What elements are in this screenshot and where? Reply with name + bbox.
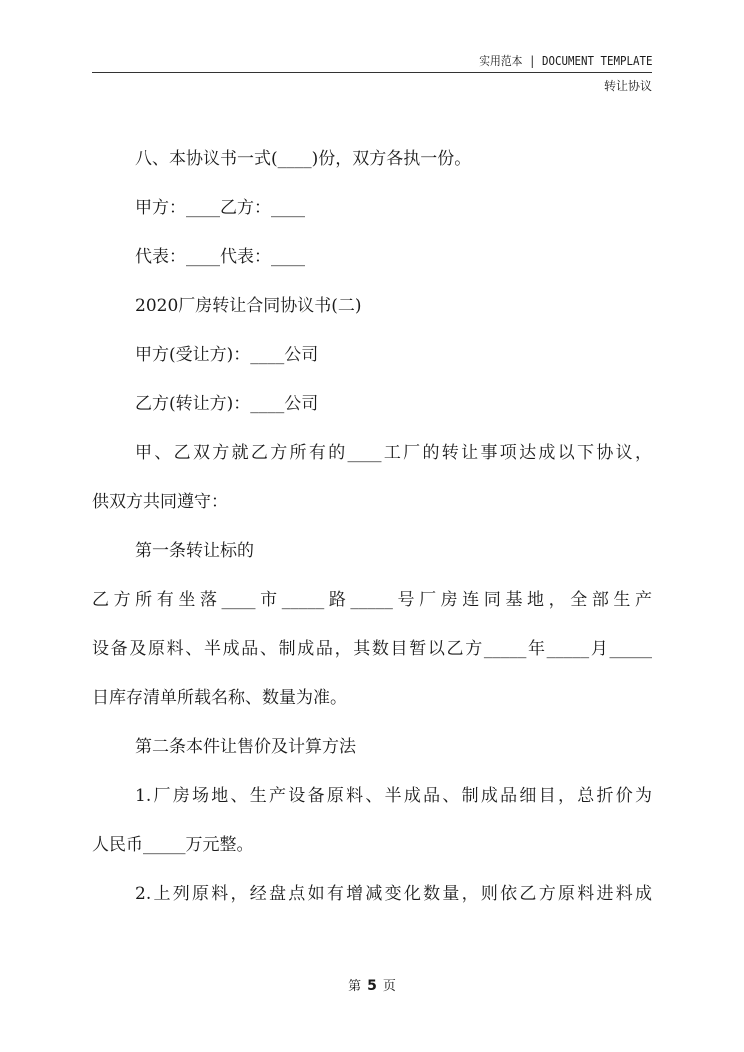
article-heading: 第二条本件让售价及计算方法: [135, 737, 356, 757]
page-footer: [0, 975, 744, 994]
paragraph: 甲方：____乙方：____: [135, 198, 305, 218]
paragraph: 乙方(转让方)：____公司: [135, 394, 319, 414]
paragraph: 八、本协议书一式(____)份，双方各执一份。: [135, 149, 472, 169]
paragraph: 1.厂房场地、生产设备原料、半成品、制成品细目，总折价为: [135, 786, 652, 806]
header-divider: [92, 72, 652, 73]
footer-suffix: 页: [382, 979, 396, 994]
section-title: 2020厂房转让合同协议书(二): [135, 296, 362, 316]
paragraph: 供双方共同遵守：: [92, 492, 228, 512]
paragraph: 甲、乙双方就乙方所有的____工厂的转让事项达成以下协议，: [135, 443, 652, 463]
paragraph: 日库存清单所载名称、数量为准。: [92, 688, 347, 708]
paragraph: 乙方所有坐落____市_____路_____号厂房连同基地，全部生产: [92, 590, 652, 610]
article-heading: 第一条转让标的: [135, 541, 254, 561]
header-subtitle: 转让协议: [603, 79, 652, 93]
paragraph: 设备及原料、半成品、制成品，其数目暂以乙方_____年_____月_____: [92, 639, 652, 659]
paragraph: 代表：____代表：____: [135, 247, 305, 267]
footer-prefix: 第: [348, 979, 362, 994]
paragraph: 甲方(受让方)：____公司: [135, 345, 319, 365]
header-document-template: 实用范本 | DOCUMENT TEMPLATE: [478, 54, 652, 68]
page-number: 5: [367, 978, 377, 994]
paragraph: 2.上列原料，经盘点如有增减变化数量，则依乙方原料进料成: [135, 884, 652, 904]
document-body: [92, 135, 652, 919]
paragraph: 人民币_____万元整。: [92, 835, 254, 855]
